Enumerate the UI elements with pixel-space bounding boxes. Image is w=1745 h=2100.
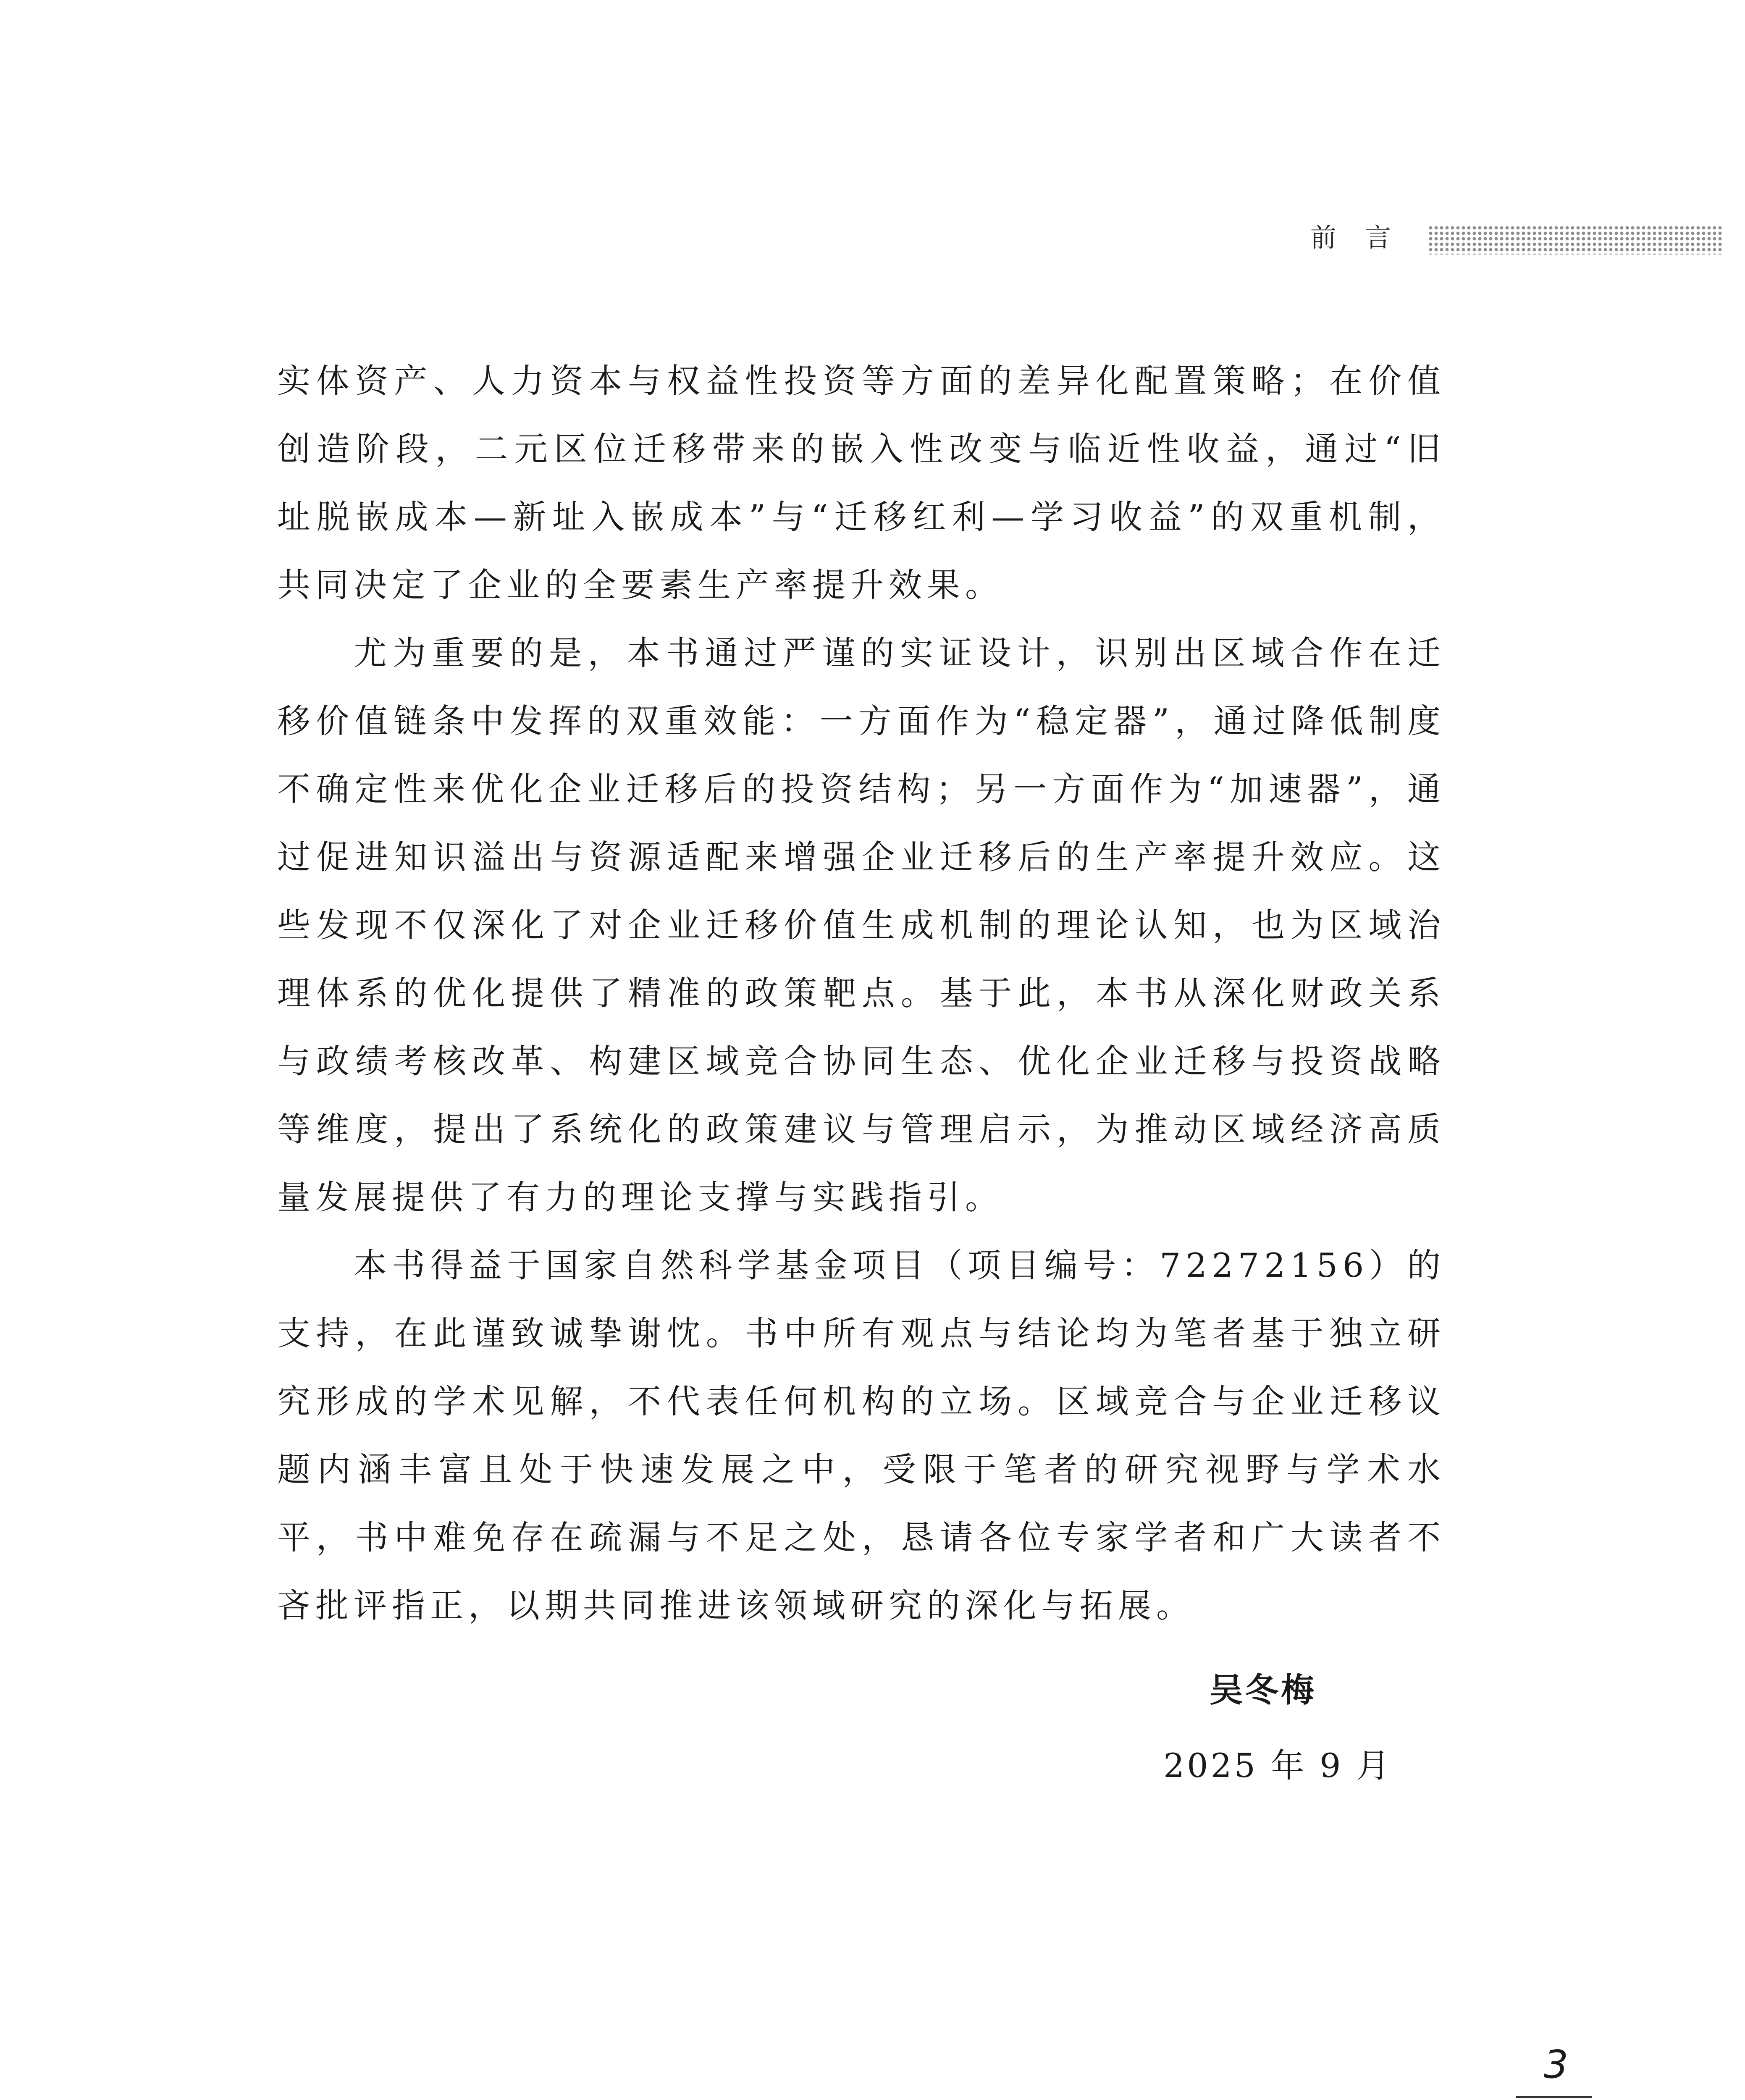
header-dot-pattern [1428,225,1722,255]
running-head-title: 前言 [1310,222,1420,253]
paragraph-3: 本书得益于国家自然科学基金项目（项目编号：72272156）的支持，在此谨致诚挚谢忱。书中所有观点与结论均为笔者基于独立研究形成的学术见解，不代表任何机构的立场。区域竞合与企业迁移议题内涵丰富且处于快速发展之中，受限于笔者的研究视野与学术水平，书中难免存在疏漏与不足之处，恳请各位专家学者和广大读者不吝批评指正，以期共同推进该领域研究的深化与拓展。 [277,1246,1446,1625]
paragraph-1: 实体资产、人力资本与权益性投资等方面的差异化配置策略；在价值创造阶段，二元区位迁移带来的嵌入性改变与临近性收益，通过“旧址脱嵌成本—新址入嵌成本”与“迁移红利—学习收益”的双重机制，共同决定了企业的全要素生产率提升效果。 [277,362,1446,604]
signature-date: 2025 年 9 月 [1163,1746,1392,1785]
paragraph-2: 尤为重要的是，本书通过严谨的实证设计，识别出区域合作在迁移价值链条中发挥的双重效能：一方面作为“稳定器”，通过降低制度不确定性来优化企业迁移后的投资结构；另一方面作为“加速器”，通过促进知识溢出与资源适配来增强企业迁移后的生产率提升效应。这些发现不仅深化了对企业迁移价值生成机制的理论认知，也为区域治理体系的优化提供了精准的政策靶点。基于此，本书从深化财政关系与政绩考核改革、构建区域竞合协同生态、优化企业迁移与投资战略等维度，提出了系统化的政策建议与管理启示，为推动区域经济高质量发展提供了有力的理论支撑与实践指引。 [277,634,1446,1217]
preface-body [277,347,1446,1640]
page-number: 3 [1543,2042,1569,2087]
author-signature: 吴冬梅 [1210,1671,1317,1709]
page-number-rule [1516,2096,1592,2098]
